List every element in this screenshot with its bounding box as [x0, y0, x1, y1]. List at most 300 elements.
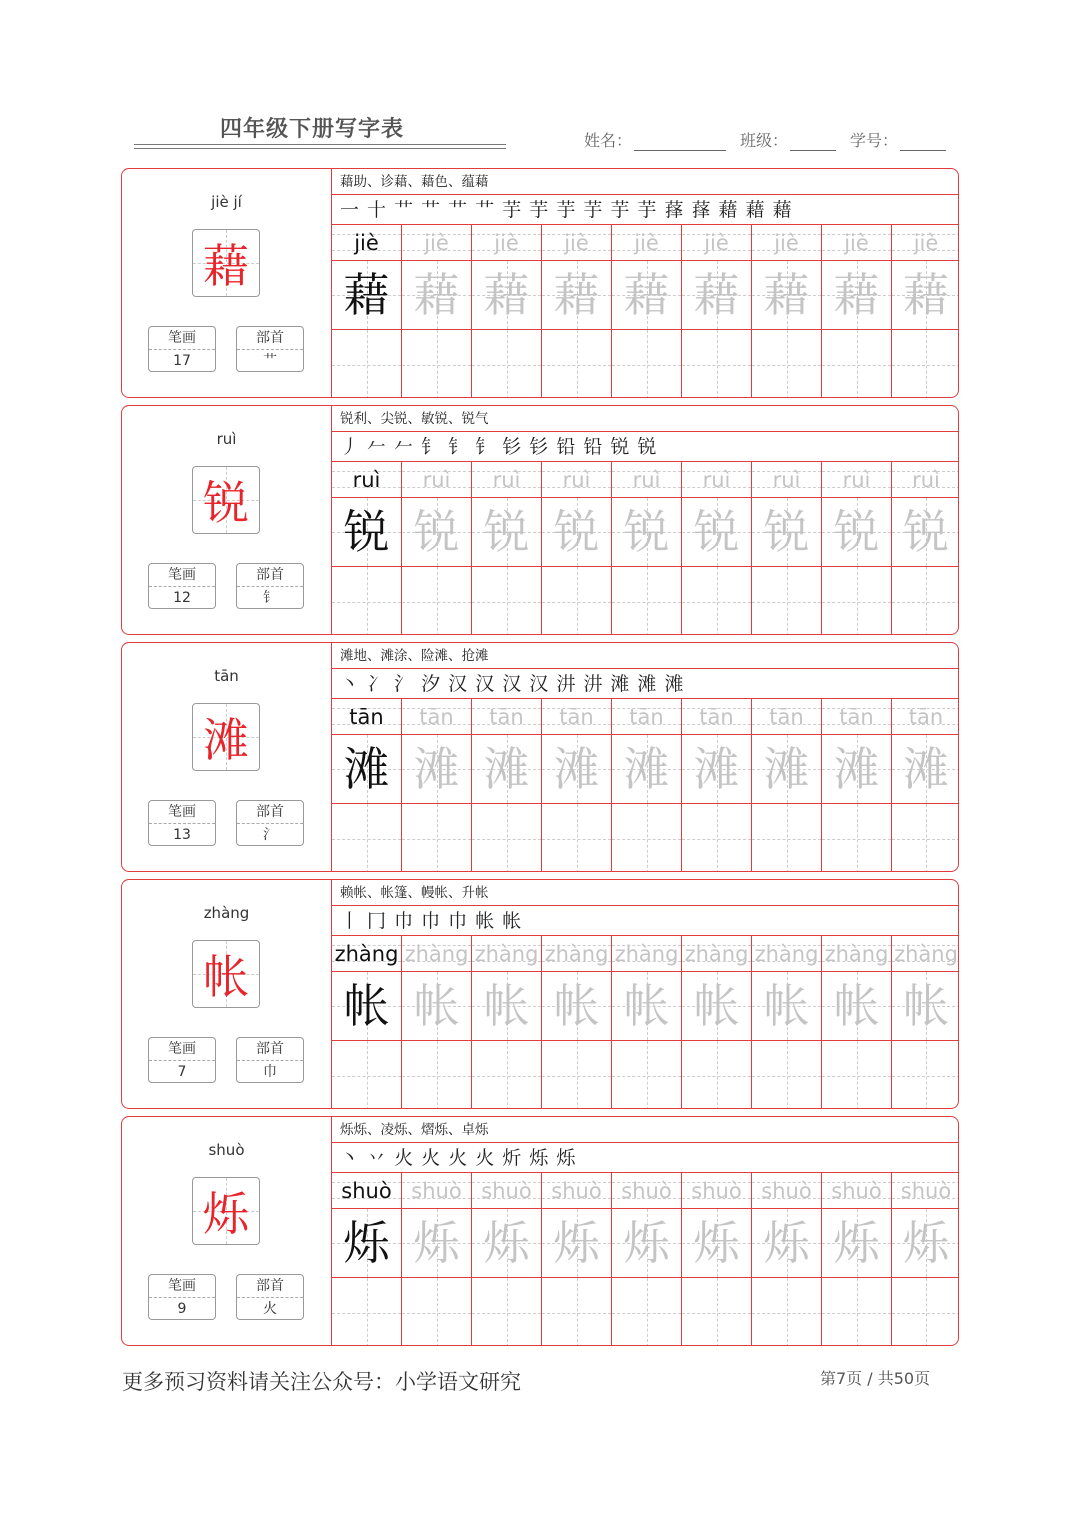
- tian-cell[interactable]: [682, 735, 752, 804]
- pinyin-model: shuò: [341, 1179, 392, 1203]
- char-card: [121, 1116, 959, 1346]
- name-field[interactable]: [584, 128, 726, 151]
- char-trace: 锐: [693, 505, 740, 559]
- id-blank[interactable]: [900, 132, 946, 151]
- tian-cell[interactable]: [542, 261, 612, 330]
- radical-label: 部首: [237, 1275, 303, 1298]
- tian-cell[interactable]: [822, 735, 892, 804]
- pinyin-model: jiè: [354, 231, 379, 255]
- char-trace: 烁: [693, 1216, 740, 1270]
- writing-grid: [332, 462, 959, 635]
- model-char: 帐: [203, 950, 249, 1004]
- pinyin-trace: jiè: [844, 231, 869, 255]
- empty-tian-cell[interactable]: [542, 567, 612, 635]
- char-trace: 帐: [763, 979, 810, 1033]
- pinyin-cell[interactable]: [542, 225, 612, 261]
- radical-box: [236, 1274, 304, 1320]
- char-model: 烁: [343, 1216, 390, 1270]
- char-trace: 锐: [833, 505, 880, 559]
- empty-tian-cell[interactable]: [682, 330, 752, 398]
- class-blank[interactable]: [790, 132, 836, 151]
- pinyin-trace: zhàng: [474, 942, 539, 966]
- empty-tian-cell[interactable]: [822, 804, 892, 872]
- stroke-order: 丨 冂 巾 巾 巾 帐 帐: [332, 906, 959, 936]
- guide-line: [577, 567, 578, 635]
- pinyin-model: ruì: [352, 468, 381, 492]
- tian-cell[interactable]: [402, 261, 472, 330]
- char-card: [121, 879, 959, 1109]
- tian-cell[interactable]: [752, 261, 822, 330]
- pinyin-cell[interactable]: [822, 225, 892, 261]
- char-model: 滩: [343, 742, 390, 796]
- model-char-box: [192, 940, 260, 1008]
- guide-line: [857, 330, 858, 398]
- practice-panel: [332, 1117, 959, 1345]
- model-char-box: [192, 466, 260, 534]
- pinyin-cell[interactable]: [612, 699, 682, 735]
- page-title: 四年级下册写字表: [220, 117, 405, 142]
- empty-tian-cell[interactable]: [892, 330, 959, 398]
- tian-cell[interactable]: [752, 498, 822, 567]
- char-trace: 帐: [483, 979, 530, 1033]
- guide-line: [437, 1041, 438, 1109]
- pinyin-cell[interactable]: [402, 936, 472, 972]
- empty-tian-cell[interactable]: [472, 330, 542, 398]
- writing-grid: [332, 225, 959, 398]
- guide-line: [647, 1041, 648, 1109]
- pinyin-trace: shuò: [551, 1179, 602, 1203]
- empty-tian-cell[interactable]: [332, 1041, 402, 1109]
- guide-line: [437, 330, 438, 398]
- tian-cell[interactable]: [752, 1209, 822, 1278]
- guide-line: [926, 330, 927, 398]
- pinyin-cell[interactable]: [752, 462, 822, 498]
- pinyin-cell[interactable]: [472, 936, 542, 972]
- empty-tian-cell[interactable]: [822, 1041, 892, 1109]
- guide-line: [647, 804, 648, 872]
- pinyin-trace: zhàng: [754, 942, 819, 966]
- empty-tian-cell[interactable]: [402, 1041, 472, 1109]
- stroke-count-box: [148, 800, 216, 846]
- guide-line: [577, 1041, 578, 1109]
- tian-cell[interactable]: [332, 1209, 402, 1278]
- pinyin-trace: shuò: [691, 1179, 742, 1203]
- radical-value: 氵: [263, 827, 277, 843]
- empty-tian-cell[interactable]: [752, 804, 822, 872]
- id-field[interactable]: [850, 128, 946, 151]
- page-number: 第7页 / 共50页: [820, 1369, 931, 1388]
- name-blank[interactable]: [634, 132, 726, 151]
- tian-cell[interactable]: [472, 261, 542, 330]
- pinyin-cell[interactable]: [822, 936, 892, 972]
- guide-line: [437, 804, 438, 872]
- pinyin-trace: zhàng: [684, 942, 749, 966]
- char-trace: 烁: [623, 1216, 670, 1270]
- pinyin-cell[interactable]: [332, 462, 402, 498]
- char-trace: 锐: [623, 505, 670, 559]
- guide-line: [367, 330, 368, 398]
- tian-cell[interactable]: [892, 1209, 959, 1278]
- empty-tian-cell[interactable]: [542, 804, 612, 872]
- empty-tian-cell[interactable]: [682, 804, 752, 872]
- model-char-box: [192, 703, 260, 771]
- tian-cell[interactable]: [752, 972, 822, 1041]
- page-header: [120, 100, 960, 160]
- radical-label: 部首: [237, 327, 303, 350]
- pinyin-trace: tān: [559, 705, 594, 729]
- char-trace: 藉: [763, 268, 810, 322]
- tian-cell[interactable]: [542, 498, 612, 567]
- guide-line: [717, 804, 718, 872]
- radical-value: 火: [263, 1301, 277, 1317]
- char-trace: 藉: [833, 268, 880, 322]
- tian-cell[interactable]: [682, 498, 752, 567]
- char-model: 锐: [343, 505, 390, 559]
- tian-cell[interactable]: [402, 1209, 472, 1278]
- radical-box: [236, 800, 304, 846]
- char-trace: 锐: [413, 505, 460, 559]
- char-trace: 烁: [553, 1216, 600, 1270]
- char-trace: 锐: [553, 505, 600, 559]
- pinyin-cell[interactable]: [892, 699, 959, 735]
- tian-cell[interactable]: [472, 972, 542, 1041]
- tian-cell[interactable]: [472, 1209, 542, 1278]
- pinyin-cell[interactable]: [542, 936, 612, 972]
- pinyin-trace: ruì: [422, 468, 451, 492]
- empty-tian-cell[interactable]: [332, 804, 402, 872]
- pinyin-trace: tān: [629, 705, 664, 729]
- tian-cell[interactable]: [542, 972, 612, 1041]
- word-list: 滩地、滩涂、险滩、抢滩: [332, 643, 959, 669]
- name-label: 姓名：: [584, 131, 633, 150]
- tian-cell[interactable]: [892, 498, 959, 567]
- char-trace: 烁: [483, 1216, 530, 1270]
- empty-tian-cell[interactable]: [752, 1278, 822, 1346]
- student-info-fields: [584, 128, 960, 151]
- empty-tian-cell[interactable]: [822, 567, 892, 635]
- pinyin-cell[interactable]: [682, 1173, 752, 1209]
- guide-line: [787, 804, 788, 872]
- tian-cell[interactable]: [892, 972, 959, 1041]
- stroke-order: 丶 丷 火 火 火 火 炘 烁 烁: [332, 1143, 959, 1173]
- pinyin-cell[interactable]: [612, 462, 682, 498]
- char-info-panel: [122, 880, 332, 1108]
- class-field[interactable]: [740, 128, 836, 151]
- guide-line: [437, 567, 438, 635]
- stroke-count-value: 13: [173, 827, 191, 843]
- pinyin-cell[interactable]: [402, 462, 472, 498]
- pinyin-label: zhàng: [203, 904, 250, 922]
- pinyin-cell[interactable]: [892, 462, 959, 498]
- char-trace: 帐: [903, 979, 949, 1033]
- char-trace: 烁: [413, 1216, 460, 1270]
- pinyin-trace: jiè: [913, 231, 939, 255]
- guide-line: [857, 567, 858, 635]
- pinyin-cell[interactable]: [402, 1173, 472, 1209]
- pinyin-cell[interactable]: [542, 699, 612, 735]
- pinyin-cell[interactable]: [892, 1173, 959, 1209]
- guide-line: [507, 1278, 508, 1346]
- pinyin-cell[interactable]: [682, 225, 752, 261]
- empty-tian-cell[interactable]: [612, 1278, 682, 1346]
- stroke-order: 一 十 艹 艹 艹 艹 芋 芋 芋 芋 芋 芋 萚 萚 藉 藉 藉: [332, 195, 959, 225]
- guide-line: [577, 330, 578, 398]
- pinyin-trace: jiè: [634, 231, 659, 255]
- pinyin-trace: tān: [419, 705, 454, 729]
- practice-panel: [332, 880, 959, 1108]
- empty-tian-cell[interactable]: [752, 1041, 822, 1109]
- pinyin-cell[interactable]: [892, 225, 959, 261]
- writing-grid: [332, 936, 959, 1109]
- char-model: 帐: [343, 979, 390, 1033]
- guide-line: [367, 1041, 368, 1109]
- empty-tian-cell[interactable]: [472, 1041, 542, 1109]
- empty-tian-cell[interactable]: [752, 330, 822, 398]
- pinyin-trace: jiè: [564, 231, 589, 255]
- pinyin-trace: tān: [908, 705, 944, 729]
- tian-cell[interactable]: [472, 735, 542, 804]
- empty-tian-cell[interactable]: [682, 1041, 752, 1109]
- pinyin-cell[interactable]: [332, 699, 402, 735]
- stroke-order: 丿 𠂉 𠂉 钅 钅 钅 钐 钐 铅 铅 锐 锐: [332, 432, 959, 462]
- empty-tian-cell[interactable]: [542, 330, 612, 398]
- empty-tian-cell[interactable]: [472, 567, 542, 635]
- guide-line: [787, 330, 788, 398]
- pinyin-cell[interactable]: [472, 1173, 542, 1209]
- guide-line: [717, 330, 718, 398]
- radical-value: 巾: [263, 1064, 277, 1080]
- empty-tian-cell[interactable]: [542, 1041, 612, 1109]
- pinyin-cell[interactable]: [682, 936, 752, 972]
- tian-cell[interactable]: [402, 498, 472, 567]
- guide-line: [717, 1278, 718, 1346]
- char-trace: 藉: [693, 268, 740, 322]
- pinyin-trace: ruì: [562, 468, 591, 492]
- pinyin-cell[interactable]: [402, 225, 472, 261]
- empty-tian-cell[interactable]: [752, 567, 822, 635]
- tian-cell[interactable]: [682, 972, 752, 1041]
- empty-tian-cell[interactable]: [682, 1278, 752, 1346]
- empty-tian-cell[interactable]: [822, 1278, 892, 1346]
- stroke-count-value: 9: [177, 1301, 187, 1317]
- char-card: [121, 168, 959, 398]
- pinyin-cell[interactable]: [682, 699, 752, 735]
- char-trace: 滩: [763, 742, 810, 796]
- pinyin-trace: tān: [769, 705, 804, 729]
- class-label: 班级：: [740, 131, 789, 150]
- empty-tian-cell[interactable]: [472, 804, 542, 872]
- char-trace: 藉: [903, 268, 949, 322]
- guide-line: [577, 804, 578, 872]
- tian-cell[interactable]: [612, 735, 682, 804]
- word-list: 赖帐、帐篷、幔帐、升帐: [332, 880, 959, 906]
- tian-cell[interactable]: [892, 261, 959, 330]
- stroke-count-label: 笔画: [149, 564, 215, 587]
- char-trace: 滩: [483, 742, 530, 796]
- radical-box: [236, 1037, 304, 1083]
- empty-tian-cell[interactable]: [892, 567, 959, 635]
- guide-line: [437, 1278, 438, 1346]
- pinyin-cell[interactable]: [822, 462, 892, 498]
- guide-line: [507, 804, 508, 872]
- title-underline-2: [134, 148, 506, 149]
- empty-tian-cell[interactable]: [612, 330, 682, 398]
- tian-cell[interactable]: [612, 1209, 682, 1278]
- pinyin-cell[interactable]: [752, 225, 822, 261]
- char-trace: 滩: [693, 742, 740, 796]
- pinyin-cell[interactable]: [332, 1173, 402, 1209]
- tian-cell[interactable]: [542, 1209, 612, 1278]
- char-trace: 滩: [903, 742, 949, 796]
- tian-cell[interactable]: [332, 735, 402, 804]
- tian-cell[interactable]: [332, 498, 402, 567]
- char-trace: 滩: [833, 742, 880, 796]
- tian-cell[interactable]: [402, 735, 472, 804]
- pinyin-trace: zhàng: [894, 942, 958, 966]
- pinyin-cell[interactable]: [682, 462, 752, 498]
- tian-cell[interactable]: [612, 972, 682, 1041]
- pinyin-trace: tān: [489, 705, 524, 729]
- pinyin-cell[interactable]: [332, 225, 402, 261]
- pinyin-cell[interactable]: [752, 1173, 822, 1209]
- pinyin-trace: tān: [699, 705, 734, 729]
- tian-cell[interactable]: [682, 1209, 752, 1278]
- tian-cell[interactable]: [822, 261, 892, 330]
- pinyin-trace: ruì: [772, 468, 801, 492]
- pinyin-trace: ruì: [842, 468, 871, 492]
- empty-tian-cell[interactable]: [332, 567, 402, 635]
- pinyin-trace: jiè: [494, 231, 519, 255]
- tian-cell[interactable]: [332, 261, 402, 330]
- char-trace: 帐: [553, 979, 600, 1033]
- empty-tian-cell[interactable]: [612, 1041, 682, 1109]
- guide-line: [647, 330, 648, 398]
- model-char: 藉: [203, 239, 249, 293]
- model-char-box: [192, 229, 260, 297]
- pinyin-cell[interactable]: [472, 462, 542, 498]
- tian-cell[interactable]: [612, 261, 682, 330]
- char-trace: 藉: [553, 268, 600, 322]
- pinyin-cell[interactable]: [752, 936, 822, 972]
- pinyin-cell[interactable]: [892, 936, 959, 972]
- pinyin-trace: zhàng: [544, 942, 609, 966]
- empty-tian-cell[interactable]: [892, 1041, 959, 1109]
- char-trace: 帐: [623, 979, 670, 1033]
- pinyin-cell[interactable]: [752, 699, 822, 735]
- guide-line: [507, 567, 508, 635]
- stroke-count-box: [148, 326, 216, 372]
- word-list: 锐利、尖锐、敏锐、锐气: [332, 406, 959, 432]
- word-list: 烁烁、凌烁、熠烁、卓烁: [332, 1117, 959, 1143]
- empty-tian-cell[interactable]: [402, 330, 472, 398]
- title-underline: [134, 144, 506, 145]
- char-card: [121, 405, 959, 635]
- empty-tian-cell[interactable]: [402, 804, 472, 872]
- tian-cell[interactable]: [822, 1209, 892, 1278]
- pinyin-cell[interactable]: [472, 225, 542, 261]
- pinyin-trace: shuò: [900, 1179, 952, 1203]
- stroke-order: 丶 冫 氵 汐 汉 汉 汉 汉 汫 汫 滩 滩 滩: [332, 669, 959, 699]
- pinyin-trace: shuò: [621, 1179, 672, 1203]
- pinyin-cell[interactable]: [402, 699, 472, 735]
- guide-line: [507, 330, 508, 398]
- radical-box: [236, 326, 304, 372]
- empty-tian-cell[interactable]: [612, 567, 682, 635]
- pinyin-label: shuò: [208, 1141, 245, 1159]
- guide-line: [857, 1278, 858, 1346]
- id-label: 学号：: [850, 131, 899, 150]
- guide-line: [367, 804, 368, 872]
- empty-tian-cell[interactable]: [402, 567, 472, 635]
- pinyin-trace: zhàng: [404, 942, 469, 966]
- char-trace: 滩: [413, 742, 460, 796]
- empty-tian-cell[interactable]: [332, 330, 402, 398]
- pinyin-cell[interactable]: [612, 225, 682, 261]
- pinyin-trace: ruì: [632, 468, 661, 492]
- pinyin-cell[interactable]: [542, 1173, 612, 1209]
- tian-cell[interactable]: [332, 972, 402, 1041]
- pinyin-cell[interactable]: [612, 936, 682, 972]
- empty-tian-cell[interactable]: [542, 1278, 612, 1346]
- stroke-count-box: [148, 1274, 216, 1320]
- practice-panel: [332, 169, 959, 397]
- guide-line: [787, 1278, 788, 1346]
- tian-cell[interactable]: [402, 972, 472, 1041]
- tian-cell[interactable]: [822, 498, 892, 567]
- stroke-count-value: 12: [173, 590, 191, 606]
- char-trace: 锐: [903, 505, 949, 559]
- empty-tian-cell[interactable]: [822, 330, 892, 398]
- model-char-box: [192, 1177, 260, 1245]
- pinyin-cell[interactable]: [822, 1173, 892, 1209]
- tian-cell[interactable]: [612, 498, 682, 567]
- tian-cell[interactable]: [892, 735, 959, 804]
- radical-value: 钅: [263, 590, 277, 606]
- empty-tian-cell[interactable]: [892, 804, 959, 872]
- model-char: 滩: [203, 713, 249, 767]
- char-trace: 滩: [623, 742, 670, 796]
- char-info-panel: [122, 1117, 332, 1345]
- char-trace: 锐: [763, 505, 810, 559]
- pinyin-trace: ruì: [912, 468, 940, 492]
- pinyin-cell[interactable]: [332, 936, 402, 972]
- footer-promo: 更多预习资料请关注公众号：小学语文研究: [122, 1370, 521, 1394]
- tian-cell[interactable]: [822, 972, 892, 1041]
- empty-tian-cell[interactable]: [332, 1278, 402, 1346]
- char-card: [121, 642, 959, 872]
- tian-cell[interactable]: [682, 261, 752, 330]
- guide-line: [926, 1278, 927, 1346]
- pinyin-cell[interactable]: [542, 462, 612, 498]
- practice-panel: [332, 406, 959, 634]
- tian-cell[interactable]: [542, 735, 612, 804]
- writing-grid: [332, 1173, 959, 1346]
- pinyin-cell[interactable]: [612, 1173, 682, 1209]
- tian-cell[interactable]: [472, 498, 542, 567]
- empty-tian-cell[interactable]: [682, 567, 752, 635]
- empty-tian-cell[interactable]: [892, 1278, 959, 1346]
- empty-tian-cell[interactable]: [402, 1278, 472, 1346]
- stroke-count-box: [148, 1037, 216, 1083]
- tian-cell[interactable]: [752, 735, 822, 804]
- pinyin-cell[interactable]: [822, 699, 892, 735]
- empty-tian-cell[interactable]: [612, 804, 682, 872]
- char-trace: 烁: [763, 1216, 810, 1270]
- pinyin-cell[interactable]: [472, 699, 542, 735]
- pinyin-trace: jiè: [424, 231, 449, 255]
- empty-tian-cell[interactable]: [472, 1278, 542, 1346]
- pinyin-label: tān: [214, 667, 239, 685]
